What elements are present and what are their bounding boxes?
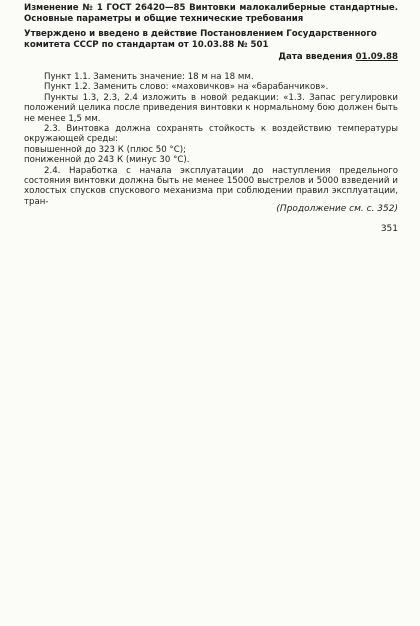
paragraph-item-1-2: Пункт 1.2. Заменить слово: «маховичков» на «барабанчиков».	[44, 82, 329, 93]
paragraph-item-1-3: Пункты 1.3, 2.3, 2.4 изложить в новой редакции: «1.3. Запас регулировки положений целика после приведения винтовки к нормальному бою должен быть не менее 1,5 мм.	[24, 92, 398, 124]
effective-date-label: Дата введения	[278, 52, 353, 62]
paragraph-item-2-3: 2.3. Винтовка должна сохранять стойкость к воздействию температуры окружающей среды:	[24, 124, 398, 145]
paragraph-temp-low: пониженной до 243 К (минус 30 °С).	[24, 155, 190, 166]
paragraph-temp-high: повышенной до 323 К (плюс 50 °С);	[24, 144, 186, 155]
page-number: 351	[380, 224, 398, 234]
paragraph-item-1-1: Пункт 1.1. Заменить значение: 18 м на 18 мм.	[44, 72, 254, 82]
effective-date-line	[278, 52, 398, 62]
continuation-note: (Продолжение см. с. 352)	[276, 204, 398, 214]
approval-statement: Утверждено и введено в действие Постановлением Государственного комитета СССР по стандартам от 10.03.88 № 501	[24, 29, 377, 50]
paragraph-item-2-4: 2.4. Наработка с начала эксплуатации до наступления предельного состояния винтовки должна быть не менее 15000 выстрелов и 5000 взведений и холостых спусков спускового механизма при соблюдении правил эксплуатации, тран-	[24, 165, 398, 207]
amendment-header: Изменение № 1 ГОСТ 26420—85 Винтовки малокалиберные стандартные. Основные параметры и общие технические требования	[24, 3, 398, 24]
effective-date-value: 01.09.88	[355, 52, 398, 62]
amendment-body	[24, 72, 398, 207]
